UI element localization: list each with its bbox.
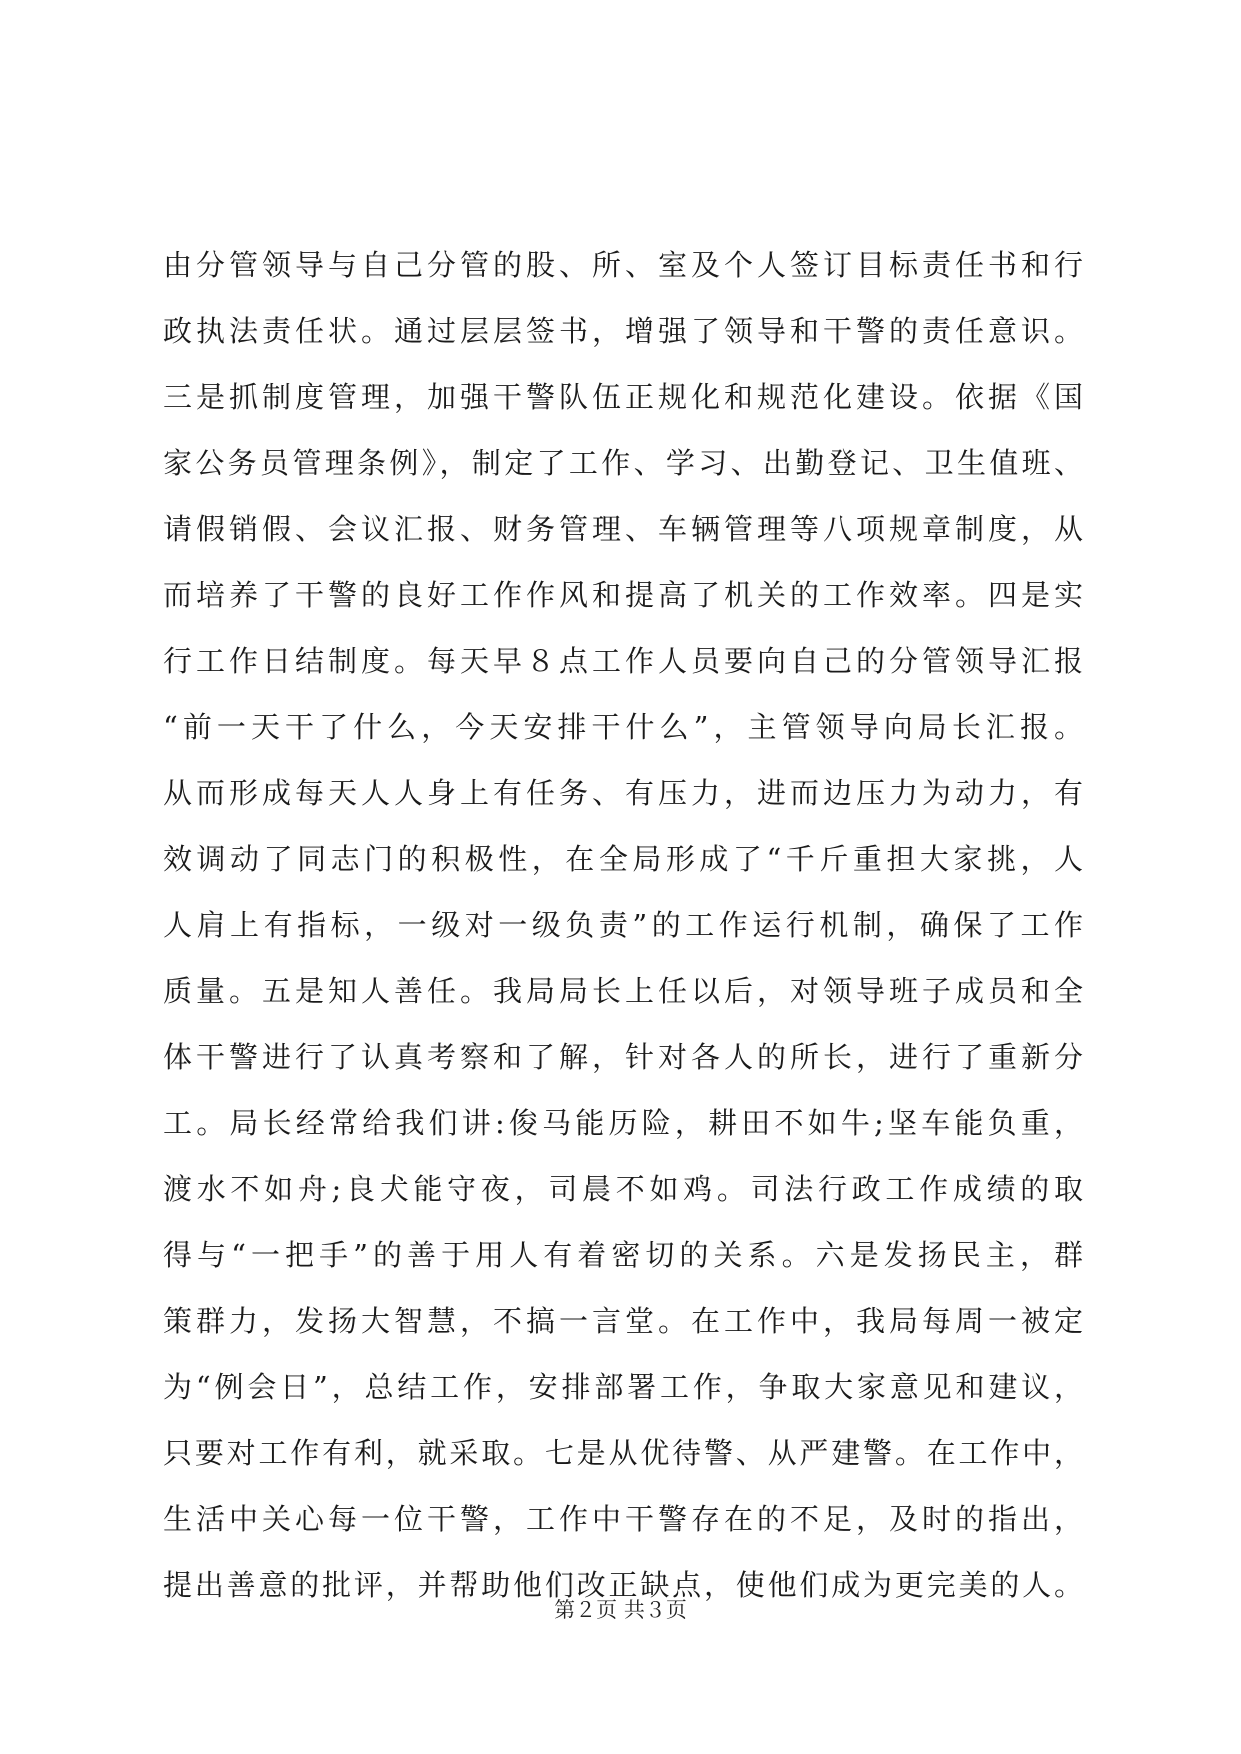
page-number-footer: 第２页 共３页	[554, 1598, 687, 1622]
text-line: 请假销假、会议汇报、财务管理、车辆管理等八项规章制度，从	[163, 512, 1083, 546]
text-line: 政执法责任状。通过层层签书，增强了领导和干警的责任意识。	[163, 314, 1083, 348]
text-line: 行工作日结制度。每天早８点工作人员要向自己的分管领导汇报	[163, 644, 1083, 678]
text-line: 只要对工作有利，就采取。七是从优待警、从严建警。在工作中，	[163, 1436, 1083, 1470]
text-line: 为“例会日”，总结工作，安排部署工作，争取大家意见和建议，	[163, 1370, 1083, 1404]
text-line: 人肩上有指标，一级对一级负责”的工作运行机制，确保了工作	[163, 908, 1083, 942]
body-text	[163, 232, 1083, 1618]
text-line: 从而形成每天人人身上有任务、有压力，进而边压力为动力，有	[163, 776, 1083, 810]
text-line: 提出善意的批评，并帮助他们改正缺点，使他们成为更完美的人。	[163, 1568, 1083, 1602]
text-line: “前一天干了什么，今天安排干什么”，主管领导向局长汇报。	[163, 710, 1083, 744]
text-line: 工。局长经常给我们讲:俊马能历险，耕田不如牛;坚车能负重，	[163, 1106, 1083, 1140]
text-line: 效调动了同志门的积极性，在全局形成了“千斤重担大家挑，人	[163, 842, 1083, 876]
text-line: 家公务员管理条例》，制定了工作、学习、出勤登记、卫生值班、	[163, 446, 1083, 480]
text-line: 质量。五是知人善任。我局局长上任以后，对领导班子成员和全	[163, 974, 1083, 1008]
text-line: 三是抓制度管理，加强干警队伍正规化和规范化建设。依据《国	[163, 380, 1083, 414]
text-line: 而培养了干警的良好工作作风和提高了机关的工作效率。四是实	[163, 578, 1083, 612]
text-line: 生活中关心每一位干警，工作中干警存在的不足，及时的指出，	[163, 1502, 1083, 1536]
text-line: 体干警进行了认真考察和了解，针对各人的所长，进行了重新分	[163, 1040, 1083, 1074]
text-line: 渡水不如舟;良犬能守夜，司晨不如鸡。司法行政工作成绩的取	[163, 1172, 1083, 1206]
text-line: 策群力，发扬大智慧，不搞一言堂。在工作中，我局每周一被定	[163, 1304, 1083, 1338]
text-line: 得与“一把手”的善于用人有着密切的关系。六是发扬民主，群	[163, 1238, 1083, 1272]
text-line: 由分管领导与自己分管的股、所、室及个人签订目标责任书和行	[163, 248, 1083, 282]
